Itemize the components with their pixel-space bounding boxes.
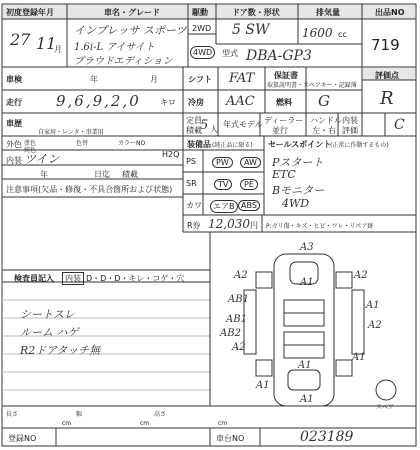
damage-right-1: A1 <box>366 300 380 311</box>
map-legend-short: P:ガリ傷・キズ・ヒビ・ワレ・リペア跡 <box>266 223 374 230</box>
color-code: H2Q <box>162 150 180 159</box>
sales-point-4: 4WD <box>282 197 310 210</box>
damage-rear: A1 <box>300 394 314 405</box>
first-reg-label: 初度登録年月 <box>6 8 54 17</box>
fuel-label: 燃料 <box>276 98 292 107</box>
name-grade-label: 車名・グレード <box>104 8 160 17</box>
displacement-unit: cc <box>338 30 347 39</box>
damage-right-front: A2 <box>354 270 368 281</box>
warranty-sublabel: 取扱説明書・スペアキー・記録簿 <box>267 82 357 89</box>
mileage-unit: キロ <box>160 98 176 107</box>
spare-label: スペア <box>376 404 395 411</box>
handle-label: ハンドル <box>310 116 342 125</box>
import-label: 並行 <box>272 126 288 135</box>
original-color-value: 純色 <box>24 147 37 154</box>
first-reg-month: 11 <box>36 34 57 53</box>
inspection-month-unit: 月 <box>150 75 158 84</box>
reg-load-label: 積載 <box>122 170 138 179</box>
vehicle-type-label: 車歴 <box>6 119 22 128</box>
equip-pe: PE <box>240 179 258 190</box>
doors-label: ドア数・形状 <box>232 8 280 17</box>
color-change-label: 色替 <box>76 140 89 147</box>
recycle-value: 12,030 <box>208 217 250 231</box>
inspector-tag: 内装 <box>62 272 84 285</box>
fuel-value: G <box>318 92 330 110</box>
interior-score-label: 内装 <box>342 116 358 125</box>
color-code-label: カラーNO <box>118 140 146 147</box>
width-unit: cm <box>140 420 150 427</box>
score-value: R <box>380 88 394 109</box>
sales-point-2: ETC <box>272 168 296 181</box>
lot-number: 719 <box>371 36 400 54</box>
shift-label: シフト <box>188 75 212 84</box>
sales-point-1: Pスタート <box>272 156 324 169</box>
recycle-unit: 円 <box>250 221 258 230</box>
interior-score-label-2: 評価 <box>342 126 358 135</box>
reg-day-label: 日迄 <box>94 170 110 179</box>
drive-label: 駆動 <box>192 8 208 17</box>
height-unit: cm <box>218 420 228 427</box>
equip-sr: SR <box>186 179 197 188</box>
equip-airbag: エアB <box>210 200 238 213</box>
length-unit: cm <box>62 420 72 427</box>
drive-2wd: 2WD <box>192 24 212 33</box>
mileage-label: 走行 <box>6 98 22 107</box>
first-reg-year: 27 <box>10 30 31 49</box>
equip-ps: PS <box>186 157 196 166</box>
mileage-value: 9,6,9,2,0 <box>56 92 141 110</box>
vehicle-type-note: 自家用・レンタ・事業用 <box>38 129 104 136</box>
model-value: DBA-GP3 <box>246 48 312 64</box>
shift-value: FAT <box>229 71 255 86</box>
width-label: 幅 <box>76 411 83 418</box>
dealer-label: ディーラー <box>264 116 304 125</box>
equip-tv: TV <box>214 179 232 190</box>
original-color-label: 塗色 <box>24 140 37 147</box>
load-label: 積載 <box>186 126 202 135</box>
displacement-label: 排気量 <box>316 8 340 17</box>
reg-no-label: 登録NO <box>8 434 37 443</box>
damage-right-2: A2 <box>368 320 382 331</box>
damage-left-3: AB2 <box>220 328 241 339</box>
car-name-line2: 1.6i-L アイサイト <box>74 42 155 53</box>
damage-left-1: AB1 <box>228 294 249 305</box>
model-year-label: 年式モデル <box>223 120 263 129</box>
inspector-scale: D・D・D・キレ・コゲ・穴 <box>86 274 185 283</box>
score-label: 評価点 <box>375 71 399 80</box>
inspection-label: 車検 <box>6 75 22 84</box>
inspector-note-3: R2ドアタッチ無 <box>20 344 101 357</box>
damage-front: A3 <box>300 242 314 253</box>
equip-pw: PW <box>212 157 233 168</box>
inspector-note-2: ルーム ハゲ <box>20 326 79 339</box>
drive-4wd-circled: 4WD <box>190 46 215 59</box>
damage-left-rear: A2 <box>232 342 246 353</box>
first-reg-month-unit: 月 <box>54 45 62 54</box>
equip-leather: カワ <box>186 201 202 210</box>
color-value: ツイン <box>24 152 60 166</box>
doors-shape-value: 5 SW <box>232 22 270 38</box>
inspector-note-1: シートスレ <box>20 308 75 321</box>
sales-points-note: (正常に作動するもの) <box>330 142 389 149</box>
capacity-label: 定員 <box>186 116 202 125</box>
damage-left-2: AB1 <box>226 314 247 325</box>
chassis-label: 車台NO <box>216 434 245 443</box>
damage-rear-left: A1 <box>256 380 270 391</box>
notes-label: 注意事項(欠品・修復・不具合箇所および状態) <box>6 185 173 194</box>
reg-year-label: 年 <box>40 170 48 179</box>
damage-trunk: A1 <box>298 360 312 371</box>
damage-right-rear: A1 <box>352 352 366 363</box>
damage-hood: A1 <box>300 277 314 288</box>
ac-label: 冷房 <box>188 98 204 107</box>
car-name-line1: インプレッサ スポーツ <box>74 24 187 37</box>
equip-abs: ABS <box>238 200 260 211</box>
inspection-year-unit: 年 <box>90 75 98 84</box>
length-label: 長さ <box>6 411 19 418</box>
height-label: 高さ <box>154 411 167 418</box>
warranty-label: 保証書 <box>274 71 298 80</box>
model-label: 型式 <box>222 49 238 58</box>
color-label: 外色 <box>6 140 22 149</box>
inspector-label: 検査員記入 <box>14 274 54 283</box>
interior-score-value: C <box>394 117 405 133</box>
equipment-note: (純正品に限る) <box>212 142 253 149</box>
displacement-value: 1600 <box>302 26 333 40</box>
chassis-value: 023189 <box>300 429 354 445</box>
recycle-label: R券 <box>187 221 201 230</box>
sales-point-3: Bモニター <box>272 184 325 197</box>
sales-points-title: セールスポイント <box>268 140 332 149</box>
capacity-unit: 人 <box>210 125 218 134</box>
damage-left-front: A2 <box>234 270 248 281</box>
car-name-line3: プラウドエディション <box>74 56 173 67</box>
lot-label: 出品NO <box>375 8 405 17</box>
equipment-title: 装備品 <box>187 140 211 149</box>
ac-value: AAC <box>226 94 255 109</box>
handle-value: 左・右 <box>312 126 336 135</box>
interior-color-label: 内装 <box>6 156 22 165</box>
equip-aw: AW <box>240 157 261 168</box>
capacity-value: 5 <box>200 118 209 133</box>
